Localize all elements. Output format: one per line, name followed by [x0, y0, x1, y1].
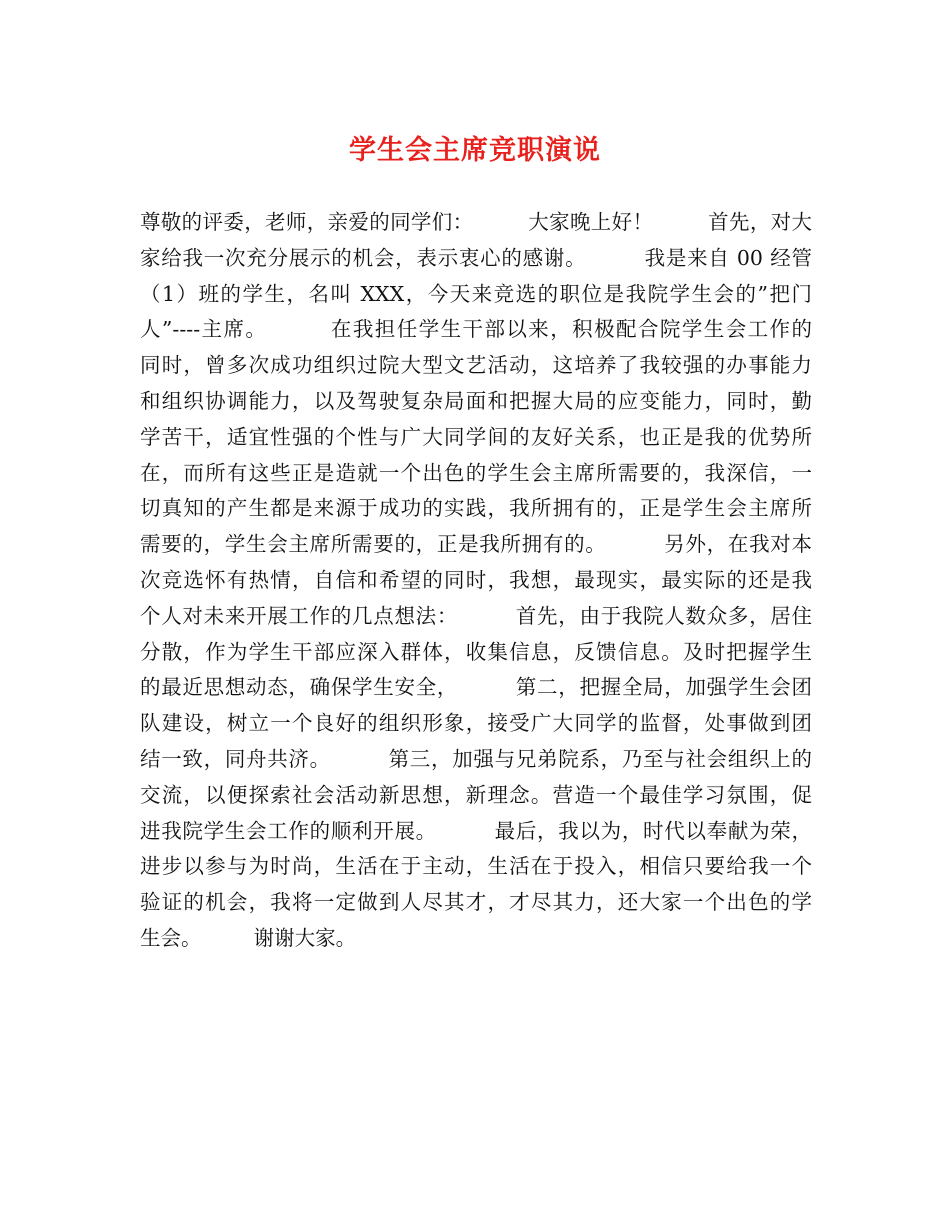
body-line: 验证的机会，我将一定做到人尽其才，才尽其力，还大家一个出色的学 [140, 890, 812, 915]
body-line: 结一致，同舟共济。 第三，加强与兄弟院系，乃至与社会组织上的 [140, 746, 812, 771]
body-line: 的最近思想动态，确保学生安全， 第二，把握全局，加强学生会团 [140, 675, 812, 700]
body-line: 个人对未来开展工作的几点想法： 首先，由于我院人数众多，居住 [140, 603, 812, 628]
body-line: （1）班的学生，名叫 XXX，今天来竞选的职位是我院学生会的”把门 [140, 281, 812, 306]
body-line: 生会。 谢谢大家。 [140, 925, 357, 950]
body-line: 切真知的产生都是来源于成功的实践，我所拥有的，正是学生会主席所 [140, 496, 812, 521]
body-line: 和组织协调能力，以及驾驶复杂局面和把握大局的应变能力，同时，勤 [140, 388, 812, 413]
body-line: 进步以参与为时尚，生活在于主动，生活在于投入，相信只要给我一个 [140, 854, 812, 879]
body-line: 学苦干，适宜性强的个性与广大同学间的友好关系，也正是我的优势所 [140, 424, 812, 449]
document-title: 学生会主席竞职演说 [349, 135, 601, 166]
body-line: 需要的，学生会主席所需要的，正是我所拥有的。 另外，在我对本 [140, 532, 812, 557]
body-line: 队建设，树立一个良好的组织形象，接受广大同学的监督，处事做到团 [140, 711, 812, 736]
body-line: 家给我一次充分展示的机会，表示衷心的感谢。 我是来自 00 经管 [140, 245, 812, 270]
body-line: 进我院学生会工作的顺利开展。 最后，我以为，时代以奉献为荣， [140, 818, 812, 843]
body-line: 在，而所有这些正是造就一个出色的学生会主席所需要的，我深信，一 [140, 460, 812, 485]
speech-body [140, 205, 812, 957]
body-line: 次竞选怀有热情，自信和希望的同时，我想，最现实，最实际的还是我 [140, 567, 812, 592]
body-line: 分散，作为学生干部应深入群体，收集信息，反馈信息。及时把握学生 [140, 639, 812, 664]
body-line: 尊敬的评委，老师，亲爱的同学们： 大家晚上好！ 首先，对大 [140, 210, 812, 234]
body-line: 交流，以便探索社会活动新思想，新理念。营造一个最佳学习氛围，促 [140, 782, 812, 807]
body-line: 同时，曾多次成功组织过院大型文艺活动，这培养了我较强的办事能力 [140, 353, 812, 378]
body-line: 人”----主席。 在我担任学生干部以来，积极配合院学生会工作的 [140, 317, 812, 342]
